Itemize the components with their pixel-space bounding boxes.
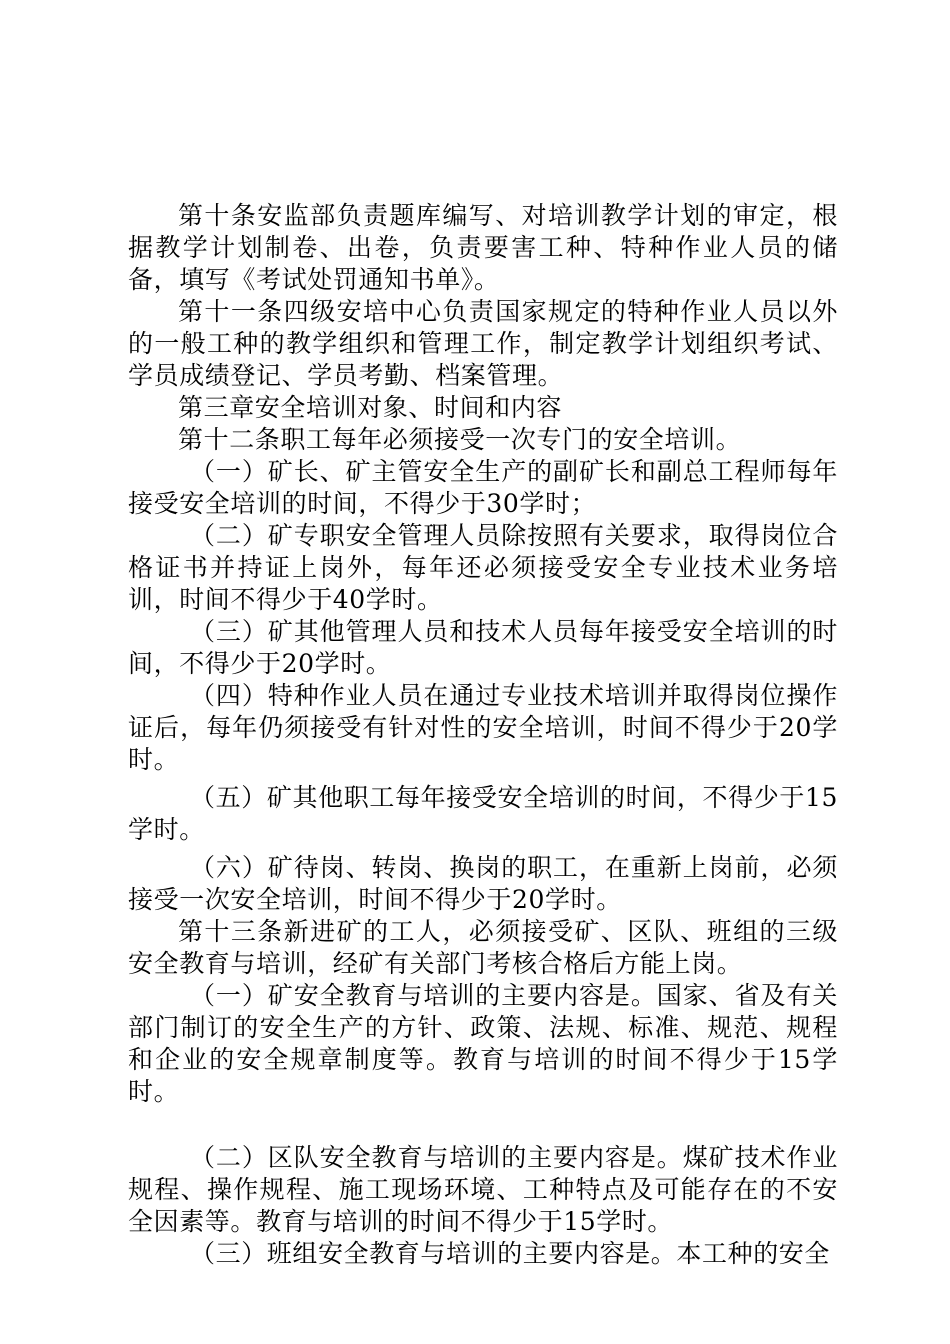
article-12-item-3: （三）矿其他管理人员和技术人员每年接受安全培训的时间，不得少于20学时。	[128, 617, 838, 678]
article-13-item-2: （二）区队安全教育与培训的主要内容是。煤矿技术作业规程、操作规程、施工现场环境、工种特点及可能存在的不安全因素等。教育与培训的时间不得少于15学时。	[128, 1143, 838, 1236]
document-body	[128, 200, 838, 1270]
article-12-item-4: （四）特种作业人员在通过专业技术培训并取得岗位操作证后，每年仍须接受有针对性的安全培训，时间不得少于20学时。	[128, 681, 838, 774]
article-12-item-2: （二）矿专职安全管理人员除按照有关要求，取得岗位合格证书并持证上岗外，每年还必须接受安全专业技术业务培训，时间不得少于40学时。	[128, 521, 838, 614]
article-11: 第十一条四级安培中心负责国家规定的特种作业人员以外的一般工种的教学组织和管理工作，制定教学计划组织考试、学员成绩登记、学员考勤、档案管理。	[128, 297, 838, 390]
article-10: 第十条安监部负责题库编写、对培训教学计划的审定，根据教学计划制卷、出卷，负责要害工种、特种作业人员的储备，填写《考试处罚通知书单》。	[128, 201, 838, 294]
article-12: 第十二条职工每年必须接受一次专门的安全培训。	[178, 425, 742, 454]
article-13-item-3: （三）班组安全教育与培训的主要内容是。本工种的安全	[190, 1239, 831, 1268]
article-12-item-1: （一）矿长、矿主管安全生产的副矿长和副总工程师每年接受安全培训的时间，不得少于30学时；	[128, 457, 838, 518]
chapter-3-heading: 第三章安全培训对象、时间和内容	[178, 393, 563, 422]
article-12-item-5: （五）矿其他职工每年接受安全培训的时间，不得少于15学时。	[128, 783, 838, 844]
article-12-item-6: （六）矿待岗、转岗、换岗的职工，在重新上岗前，必须接受一次安全培训，时间不得少于20学时。	[128, 853, 838, 914]
article-13: 第十三条新进矿的工人，必须接受矿、区队、班组的三级安全教育与培训，经矿有关部门考核合格后方能上岗。	[128, 917, 838, 978]
article-13-item-1: （一）矿安全教育与培训的主要内容是。国家、省及有关部门制订的安全生产的方针、政策、法规、标准、规范、规程和企业的安全规章制度等。教育与培训的时间不得少于15学时。	[128, 981, 838, 1106]
